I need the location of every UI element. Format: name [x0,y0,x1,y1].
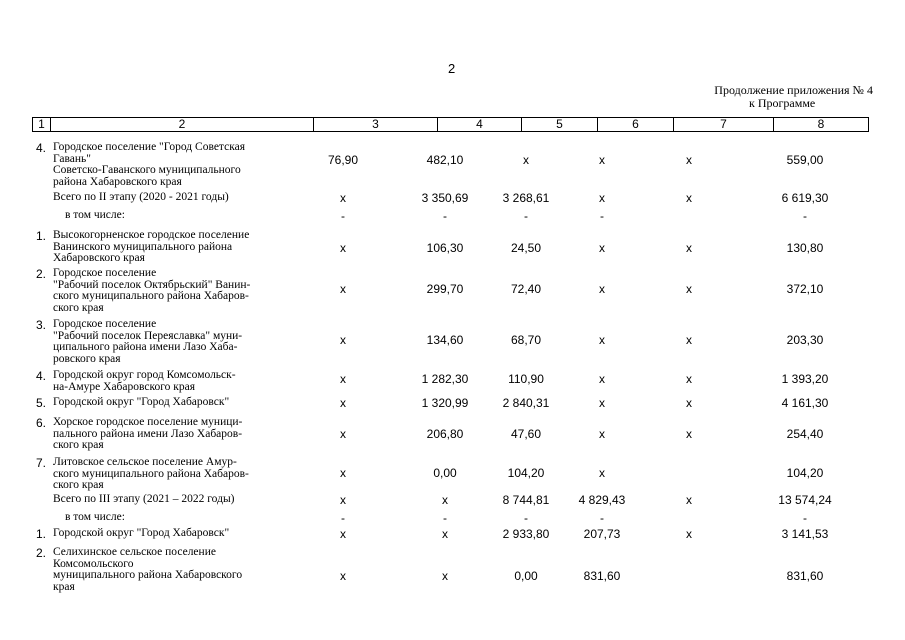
value-c3: x [340,396,346,410]
row-number: 1. [36,229,47,243]
value-c4: 3 350,69 [421,191,469,205]
value-c6: - [600,209,604,223]
value-c8: 559,00 [786,153,824,167]
row-number: 1. [36,527,47,541]
value-c5: 104,20 [507,466,545,480]
settlement-name: Городское поселение "Рабочий поселок Октябрьский" Ванин- ского муниципального района Хабаров- ского края [53,267,251,314]
value-c7: x [686,396,692,410]
value-c5: 24,50 [510,241,542,255]
value-c7: x [686,191,692,205]
value-c7: x [686,527,692,541]
settlement-name: Высокогорненское городское поселение Ванинского муниципального района Хабаровского края [53,229,250,264]
settlement-name: в том числе: [65,511,125,523]
value-c8: 4 161,30 [781,396,829,410]
value-c8: 104,20 [786,466,824,480]
value-c4: 106,30 [426,241,464,255]
value-c4: 1 320,99 [421,396,469,410]
value-c7: x [686,372,692,386]
value-c6: x [599,466,605,480]
value-c8: 6 619,30 [781,191,829,205]
value-c8: - [803,511,807,525]
value-c3: - [341,209,345,223]
settlement-name: Городское поселение "Рабочий поселок Переяславка" муни- ципального района имени Лазо Хаба- ровского края [53,318,243,365]
value-c4: 134,60 [426,333,464,347]
value-c8: - [803,209,807,223]
column-number-header [32,117,869,132]
column-header-6: 6 [598,118,674,131]
value-c5: 47,60 [510,427,542,441]
row-number: 2. [36,267,47,281]
column-header-5: 5 [522,118,598,131]
value-c4: 482,10 [426,153,464,167]
value-c7: x [686,427,692,441]
value-c6: x [599,427,605,441]
value-c6: x [599,153,605,167]
settlement-name: Городской округ "Город Хабаровск" [53,396,230,408]
row-number: 6. [36,416,47,430]
value-c5: 2 840,31 [502,396,550,410]
value-c5: - [524,209,528,223]
settlement-name: Селихинское сельское поселение Комсомольского муниципального района Хабаровского края [53,546,243,593]
value-c3: x [340,191,346,205]
value-c5: 8 744,81 [502,493,550,507]
settlement-name: Городское поселение "Город Советская Гавань" Советско-Гаванского муниципального района Хабаровского края [53,141,245,188]
settlement-name: Всего по III этапу (2021 – 2022 годы) [53,493,235,505]
value-c8: 831,60 [786,569,824,583]
appendix-continuation-note [700,84,873,110]
value-c5: 3 268,61 [502,191,550,205]
value-c8: 203,30 [786,333,824,347]
column-header-1: 1 [33,118,51,131]
value-c3: x [340,372,346,386]
value-c6: x [599,372,605,386]
value-c8: 372,10 [786,282,824,296]
value-c3: x [340,427,346,441]
row-number: 2. [36,546,47,560]
value-c3: x [340,282,346,296]
settlement-name: в том числе: [65,209,125,221]
column-header-8: 8 [817,117,825,131]
page-number: 2 [448,61,456,76]
value-c6: x [599,241,605,255]
value-c6: x [599,333,605,347]
settlement-name: Всего по II этапу (2020 - 2021 годы) [53,191,229,203]
value-c6: x [599,191,605,205]
row-number: 7. [36,456,47,470]
settlement-name: Городской округ город Комсомольск- на-Амуре Хабаровского края [53,369,236,393]
row-number: 3. [36,318,47,332]
value-c3: x [340,241,346,255]
value-c6: x [599,396,605,410]
column-header-2: 2 [51,118,314,131]
appendix-continuation-line: Продолжение приложения № 4 [714,83,873,97]
column-header-4: 4 [438,118,522,131]
row-number: 5. [36,396,47,410]
value-c3: x [340,527,346,541]
settlement-name: Хорское городское поселение муници- пального района имени Лазо Хабаров- ского края [53,416,243,451]
value-c3: 76,90 [327,153,359,167]
value-c5: x [523,153,529,167]
value-c6: 831,60 [583,569,621,583]
value-c4: 1 282,30 [421,372,469,386]
appendix-program-line: к Программе [749,96,816,110]
value-c3: - [341,511,345,525]
value-c6: - [600,511,604,525]
row-number: 4. [36,369,47,383]
value-c3: x [340,466,346,480]
value-c8: 13 574,24 [778,493,832,507]
value-c4: 299,70 [426,282,464,296]
column-header-7: 7 [674,118,774,131]
value-c4: x [442,569,448,583]
value-c7: x [686,282,692,296]
column-header-3: 3 [314,118,438,131]
value-c4: 206,80 [426,427,464,441]
value-c5: 2 933,80 [502,527,550,541]
value-c6: x [599,282,605,296]
value-c7: x [686,493,692,507]
value-c3: x [340,333,346,347]
settlement-name: Городской округ "Город Хабаровск" [53,527,230,539]
value-c8: 1 393,20 [781,372,829,386]
value-c6: 4 829,43 [578,493,626,507]
settlement-name: Литовское сельское поселение Амур- ского муниципального района Хабаров- ского края [53,456,249,491]
value-c3: x [340,493,346,507]
value-c4: 0,00 [433,466,457,480]
value-c4: - [443,209,447,223]
value-c7: x [686,241,692,255]
value-c5: 72,40 [510,282,542,296]
value-c5: 0,00 [514,569,538,583]
value-c5: - [524,511,528,525]
value-c4: x [442,493,448,507]
value-c8: 130,80 [786,241,824,255]
value-c5: 68,70 [510,333,542,347]
value-c8: 254,40 [786,427,824,441]
value-c8: 3 141,53 [781,527,829,541]
value-c7: x [686,333,692,347]
value-c4: - [443,511,447,525]
value-c7: x [686,153,692,167]
value-c6: 207,73 [583,527,621,541]
row-number: 4. [36,141,47,155]
value-c3: x [340,569,346,583]
value-c4: x [442,527,448,541]
value-c5: 110,90 [508,372,544,386]
